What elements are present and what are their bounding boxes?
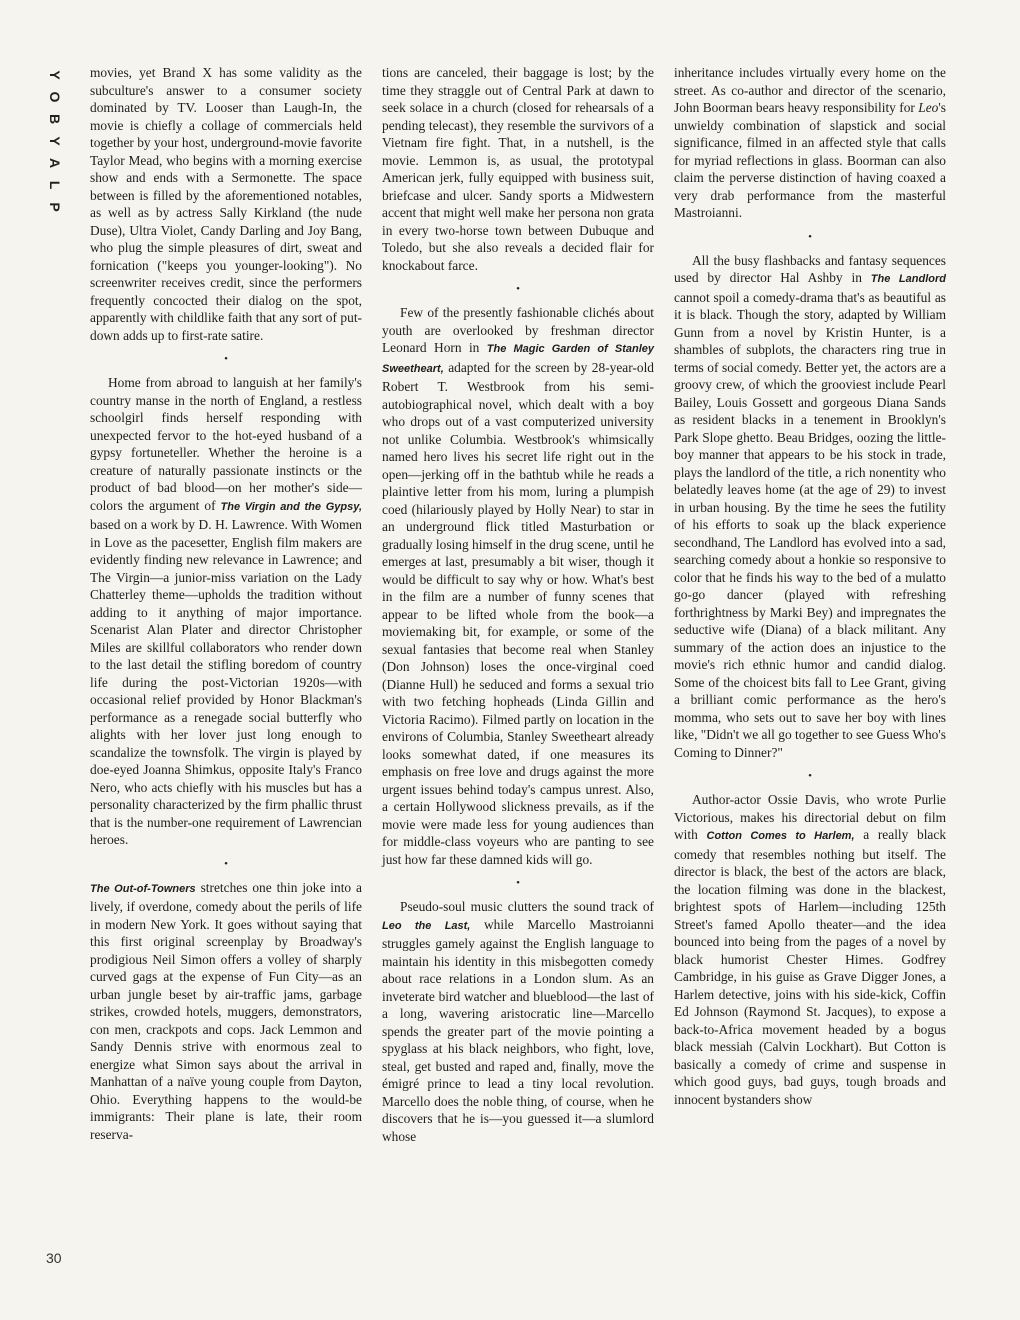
masthead-letter: L [47, 180, 63, 190]
masthead-vertical [44, 64, 66, 218]
masthead-letter: P [47, 202, 63, 212]
paragraph-brand-x: movies, yet Brand X has some validity as the subculture's answer to a consumer society dominated by TV. Looser than Laugh-In, the movie is chiefly a collage of commercials held together by your host, underground-movie favorite Taylor Mead, who begins with a morning exercise show and ends with a Sermonette. The space between is filled by the aforementioned notables, as well as by actress Sally Kirkland (the nude Duse), Ultra Violet, Candy Darling and Joy Bang, who plug the simple pleasures of dirt, sweat and fornication ("keeps you younger-looking"). No screenwriter receives credit, since the performers frequently concocted their dialog on the spot, apparently with childlike faith that any sort of put-down adds up to first-rate satire. [90, 65, 362, 343]
film-title: The Virgin and the Gypsy, [220, 500, 362, 513]
film-title: The Magic Garden of Stanley Sweetheart, [382, 343, 654, 375]
masthead-letter: B [47, 113, 63, 125]
masthead-letter: O [47, 91, 63, 103]
paragraph-landlord: All the busy flashbacks and fantasy sequences used by director Hal Ashby in The Landlord cannot spoil a comedy-drama that's as beautiful as it is black. Though the story, adapted by William Gunn from a novel by Kristin Hunter, is a shambles of subplots, the characters ring true in terms of social comedy. Better yet, the actors are a groovy crew, of which the grooviest include Pearl Bailey, Louis Gossett and gorgeous Diana Sands as resident blacks in a tenement in Brooklyn's Park Slope ghetto. Beau Bridges, oozing the little-boy manner that appears to be his stock in trade, plays the landlord of the title, a rich nonentity who belatedly leaves home (at the age of 29) to invest in urban housing. By the time he sees the futility of his efforts to soak up the black experience secondhand, The Landlord has evolved into a sad, searching comedy about a honkie so responsive to color that he finds his way to the bed of a mulatto go-go dancer (played with refreshing forthrightness by Marki Bey) and impregnates the seductive wife (Diana) of a black militant. Any summary of the action does an injustice to the movie's rich ethnic humor and candid dialog. Some of the choicest bits fall to Lee Grant, giving a brilliant comic performance as the hero's momma, who sets out to save her boy with lines like, "Didn't we all go together to see Guess Who's Coming to Dinner?" [674, 252, 946, 760]
film-title-inline: Leo [918, 100, 939, 115]
paragraph-leo-the-last: Pseudo-soul music clutters the sound track of Leo the Last, while Marcello Mastroianni struggles gamely against the English language to maintain his identity in this misbegotten comedy about race relations in a London slum. As an inveterate bird watcher and blueblood—the last of a long, wavering aristocratic line—Marcello spends the greater part of the movie pointing a spyglass at his black neighbors, who fight, love, steal, get busted and raped and, finally, move the émigré prince to lead a tiny local revolution. Marcello does the noble thing, of course, when he discovers that he is—you guessed it—a slumlord whose [382, 899, 654, 1144]
paragraph-cotton-harlem: Author-actor Ossie Davis, who wrote Purlie Victorious, makes his directorial debut on film with Cotton Comes to Harlem, a really black comedy that resembles nothing but itself. The director is black, the best of the actors are black, the location filming was done in the blackest, brightest spots of Harlem—including 125th Street's famed Apollo theater—and the idea bounced into being from the pages of a novel by black humorist Chester Himes. Godfrey Cambridge, in his guise as Grave Digger Jones, a Harlem detective, joins with his side-kick, Coffin Ed Johnson (Raymond St. Jacques), to expose a back-to-Africa movement headed by a bogus black messiah (Calvin Lockhart). But Cotton is basically a comedy of crime and suspense in which good guys, bad guys, tough broads and innocent bystanders show [674, 792, 947, 1107]
section-separator: • [224, 857, 228, 870]
column-3 [674, 64, 946, 1108]
masthead-letter: Y [47, 70, 63, 80]
paragraph-out-of-towners-cont: tions are canceled, their baggage is lost; by the time they straggle out of Central Park at dawn to seek solace in a church (closed for rehearsals of a pending telecast), they resemble the survivors of a Vietnam fire fight. That, in a nutshell, is the movie. Lemmon is, as usual, the prototypal American jerk, fully equipped with business suit, briefcase and ulcer. Sandy sports a Midwestern accent that might well make her persona non grata in every two-horse town between Dubuque and Toledo, but she also reveals a decided flair for knockabout farce. [382, 65, 654, 273]
paragraph-out-of-towners: The Out-of-Towners stretches one thin joke into a lively, if overdone, comedy about the perils of life in modern New York. It goes without saying that this first original screenplay by Broadway's prodigious Neil Simon offers a volley of sharply curved gags at the expense of Fun City—as an urban jungle beset by air-traffic jams, garbage strikes, crowded hotels, muggers, demonstrators, con men, crackpots and cops. Jack Lemmon and Sandy Dennis strive with enormous zeal to energize what Simon says about the arrival in Manhattan of a naïve young couple from Dayton, Ohio. Everything happens to the would-be immigrants: Their plane is late, their room reserva- [90, 879, 362, 1142]
film-title: Leo the Last, [382, 919, 471, 932]
film-title: Cotton Comes to Harlem, [706, 830, 855, 842]
column-2 [382, 64, 654, 1145]
section-separator: • [808, 230, 812, 243]
masthead-letter: Y [47, 136, 63, 146]
film-title: The Out-of-Towners [90, 882, 196, 895]
section-separator: • [516, 283, 520, 295]
column-1 [90, 64, 362, 1143]
film-title: The Landlord [870, 273, 946, 285]
paragraph-virgin-gypsy: Home from abroad to languish at her family's country manse in the north of England, a restless schoolgirl finds herself responding with unexpected fervor to the hot-eyed husband of a gypsy fortuneteller. Whether the heroine is a creature of naturally passionate instincts or the product of bad blood—on her mother's side—colors the argument of The Virgin and the Gypsy, based on a work by D. H. Lawrence. With Women in Love as the pacesetter, English film makers are evidently finding new relevance in Lawrence; and The Virgin—a junior-miss variation on the Lady Chatterley theme—upholds the tradition without adding to it anything of major importance. Scenarist Alan Plater and director Christopher Miles are skillful collaborators who render down to the last detail the stifling boredom of country life during the post-Victorian 1920s—with occasional relief provided by Honor Blackman's performance as a renegade social butterfly who alights with her lover just long enough to scandalize the townsfolk. The virgin is played by doe-eyed Joanna Shimkus, opposite Italy's Franco Nero, who acts chiefly with his muscles but has a personality characterized by the firm phallic thrust that is the number-one requirement of Lawrencian heroes. [90, 375, 362, 847]
masthead-letter: A [47, 157, 63, 169]
section-separator: • [808, 770, 812, 782]
paragraph-stanley-sweetheart: Few of the presently fashionable clichés about youth are overlooked by freshman director Leonard Horn in The Magic Garden of Stanley Sweetheart, adapted for the screen by 28-year-old Robert T. Westbrook from his semi-autobiographical novel, which dealt with a boy who drops out of a vast computerized university not unlike Columbia. Westbrook's whimsically named hero lives his secret life right out in the open—jerking off in the bathtub while he reads a plaintive letter from his mom, luring a plumpish coed (hilariously played by Holly Near) to star in an underground flick titled Masturbation or gradually losing himself in the drug scene, until he emerges at last, presumably a bit wiser, though it would be difficult to say why or how. What's best in the film are a number of funny scenes that appear to be lifted whole from the book—a moviemaking bit, for example, or some of the sexual fantasies that become real when Stanley (Don Johnson) loses the once-virginal coed (Dianne Hull) he seduced and forms a sexual trio with two fetching hopheads (Linda Gillin and Victoria Racimo). Filmed partly on location in the environs of Columbia, Stanley Sweetheart already looks somewhat dated, if one measures its emphasis on free love and drugs against the more urgent issues behind today's campus unrest. Also, a certain Hollywood slickness prevails, as if the movie were made less for young audiences than for middle-class voyeurs who are panting to see just how far these damned kids will go. [382, 305, 654, 867]
section-separator: • [516, 877, 520, 889]
paragraph-leo-cont: inheritance includes virtually every home on the street. As co-author and director of the scenario, John Boorman bears heavy responsibility for Leo's unwieldy combination of slapstick and social significance, filmed in an affected style that calls for myriad reflections in glass. Boorman can also claim the perverse distinction of having coaxed a very drab performance from the masterful Mastroianni. [674, 65, 946, 220]
section-separator: • [224, 353, 228, 365]
page-number: 30 [46, 1250, 62, 1266]
